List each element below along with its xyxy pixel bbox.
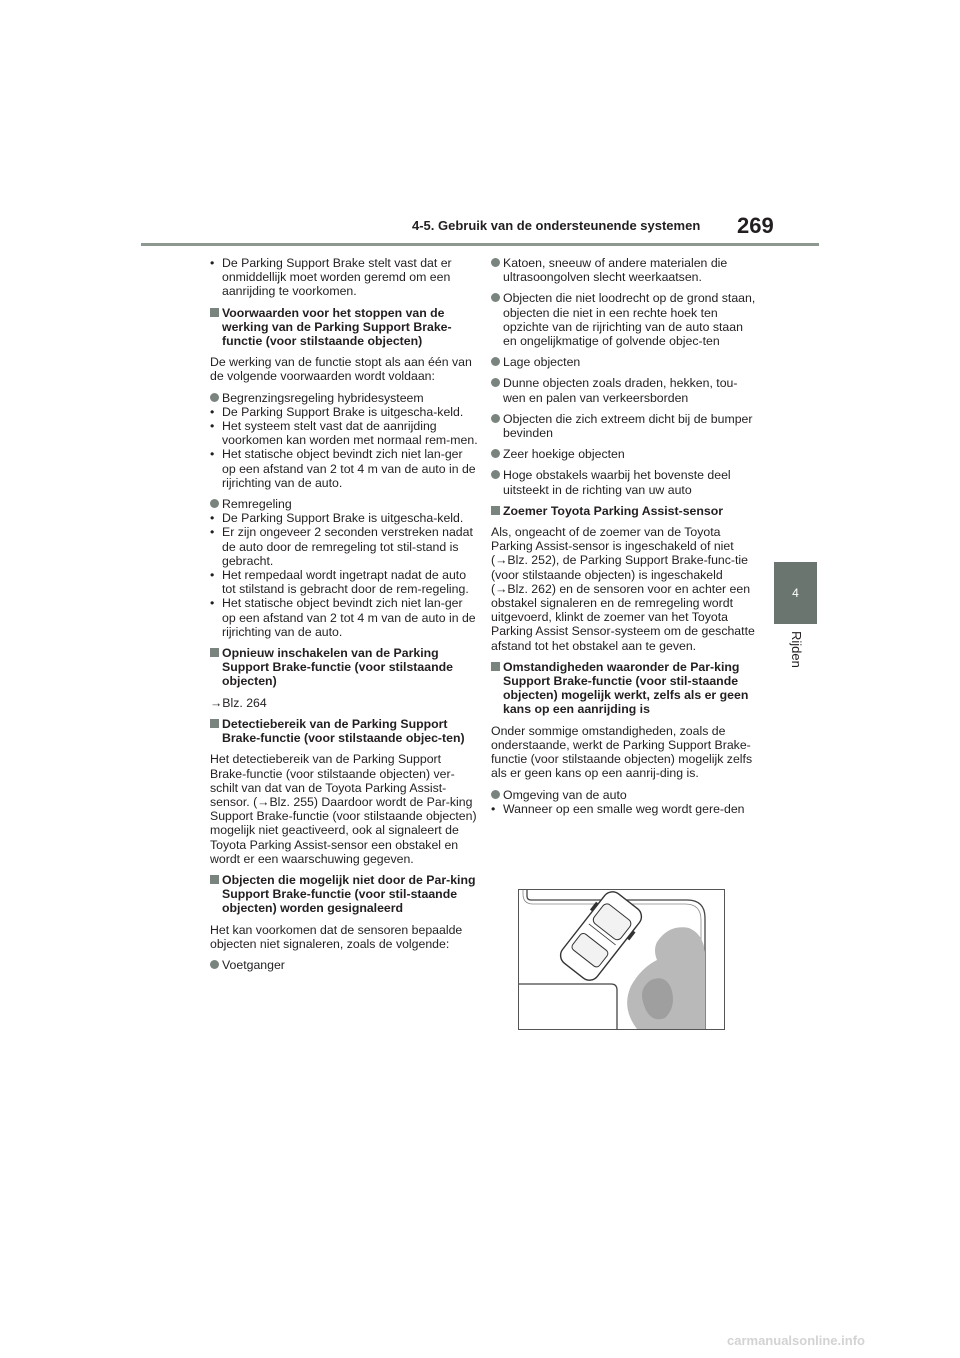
list-item: • Er zijn ongeveer 2 seconden verstreken nadat de auto door de remregeling tot stil-stand is gebracht. bbox=[210, 525, 473, 568]
paragraph-stop-conditions: De werking van de functie stopt als aan één van de volgende voorwaarden wordt voldaan: bbox=[210, 355, 472, 384]
paragraph-detection-range: Het detectiebereik van de Parking Support Brake-functie (voor stilstaande objecten) ver-schilt van dat van de Toyota Parking Assist-sensor. (→Blz. 255) Daardoor wordt de Par-king Support Brake-functie (voor stilstaande objecten) mogelijk niet geactiveerd, ook al signaleert de Toyota Parking Assist-sensor een obstakel en wordt er een waarschuwing gegeven. bbox=[210, 752, 477, 866]
circle-bullet-icon bbox=[210, 393, 219, 402]
circle-item: Hoge obstakels waarbij het bovenste deel uitsteekt in de richting van uw auto bbox=[491, 468, 759, 496]
narrow-road-drawing bbox=[519, 890, 724, 1029]
circle-item: Voetganger bbox=[210, 958, 478, 972]
square-bullet-icon bbox=[210, 648, 219, 657]
intro-bullet: • De Parking Support Brake stelt vast dat er onmiddellijk moet worden geremd om een aanrijding te voorkomen. bbox=[210, 256, 452, 299]
circle-bullet-icon bbox=[491, 378, 500, 387]
group-brake-control bbox=[210, 497, 478, 639]
circle-bullet-icon bbox=[491, 790, 500, 799]
circle-bullet-icon bbox=[210, 960, 219, 969]
square-bullet-icon bbox=[210, 875, 219, 884]
circle-bullet-icon bbox=[491, 449, 500, 458]
heading-undetected-objects: Objecten die mogelijk niet door de Par-king Support Brake-functie (voor stil-staande objecten) worden gesignaleerd bbox=[210, 873, 478, 916]
paragraph-buzzer: Als, ongeacht of de zoemer van de Toyota Parking Assist-sensor is ingeschakeld of niet (→Blz. 252), de Parking Support Brake-func-tie (voor stilstaande objecten) is ingeschakeld (→Blz. 262) en de sensoren voor en achter een obstakel signaleren en de remregeling wordt uitgevoerd, klinkt de zoemer van het Toyota Parking Assist Sensor-systeem om de geschatte afstand tot het obstakel aan te geven. bbox=[491, 525, 755, 653]
circle-bullet-icon bbox=[491, 258, 500, 267]
circle-bullet-icon bbox=[210, 499, 219, 508]
list-item: • Het rempedaal wordt ingetrapt nadat de auto tot stilstand is gebracht door de rem-regeling. bbox=[210, 568, 469, 597]
circle-item: Objecten die zich extreem dicht bij de bumper bevinden bbox=[491, 412, 759, 440]
reference-link[interactable]: →Blz. 264 bbox=[210, 695, 267, 710]
paragraph-false-activation: Onder sommige omstandigheden, zoals de onderstaande, werkt de Parking Support Brake-functie (voor stilstaande objecten) mogelijk zelfs als er geen kans op een aanrij-ding is. bbox=[491, 723, 753, 781]
circle-item: Omgeving van de auto bbox=[491, 788, 759, 802]
circle-item: Dunne objecten zoals draden, hekken, tou-wen en palen van verkeersborden bbox=[491, 376, 759, 404]
list-item: • De Parking Support Brake is uitgescha-keld. bbox=[210, 404, 464, 419]
circle-bullet-icon bbox=[491, 414, 500, 423]
group-surroundings bbox=[491, 788, 759, 816]
header-title: 4-5. Gebruik van de ondersteunende systemen bbox=[412, 218, 701, 233]
side-tab: 4 bbox=[774, 562, 817, 624]
circle-item: Begrenzingsregeling hybridesysteem bbox=[210, 391, 478, 405]
side-tab-label: Rijden bbox=[789, 631, 804, 668]
heading-stop-conditions: Voorwaarden voor het stoppen van de werking van de Parking Support Brake-functie (voor stilstaande objecten) bbox=[210, 306, 478, 349]
list-item: • Het systeem stelt vast dat de aanrijding voorkomen kan worden met normaal rem-men. bbox=[210, 419, 478, 448]
circle-item: Katoen, sneeuw of andere materialen die ultrasoongolven slecht weerkaatsen. bbox=[491, 256, 759, 284]
circle-item: Objecten die niet loodrecht op de grond staan, objecten die niet in een rechte hoek ten opzichte van de rijrichting van de auto staan en ongelijkmatige of golvende objec-ten bbox=[491, 291, 759, 348]
group-hybrid-control bbox=[210, 391, 478, 490]
circle-item: Remregeling bbox=[210, 497, 478, 511]
narrow-road-illustration bbox=[518, 889, 725, 1030]
paragraph-undetected-objects: Het kan voorkomen dat de sensoren bepaalde objecten niet signaleren, zoals de volgende: bbox=[210, 922, 463, 951]
square-bullet-icon bbox=[491, 662, 500, 671]
list-item: • Wanneer op een smalle weg wordt gere-den bbox=[491, 801, 745, 816]
heading-detection-range: Detectiebereik van de Parking Support Brake-functie (voor stilstaande objec-ten) bbox=[210, 717, 478, 745]
square-bullet-icon bbox=[210, 308, 219, 317]
list-item: • De Parking Support Brake is uitgescha-keld. bbox=[210, 511, 464, 526]
square-bullet-icon bbox=[210, 719, 219, 728]
list-item: • Het statische object bevindt zich niet lan-ger op een afstand van 2 tot 4 m van de auto in de rijrichting van de auto. bbox=[210, 447, 476, 490]
heading-buzzer: Zoemer Toyota Parking Assist-sensor bbox=[491, 504, 759, 518]
circle-bullet-icon bbox=[491, 470, 500, 479]
page-number: 269 bbox=[737, 213, 774, 238]
right-column bbox=[491, 256, 759, 823]
list-item: • Het statische object bevindt zich niet lan-ger op een afstand van 2 tot 4 m van de auto in de rijrichting van de auto. bbox=[210, 596, 476, 639]
heading-reactivate: Opnieuw inschakelen van de Parking Support Brake-functie (voor stilstaande objecten) bbox=[210, 646, 478, 689]
left-column bbox=[210, 256, 478, 979]
circle-item: Lage objecten bbox=[491, 355, 759, 369]
square-bullet-icon bbox=[491, 506, 500, 515]
circle-bullet-icon bbox=[491, 357, 500, 366]
header-rule bbox=[141, 243, 819, 246]
circle-bullet-icon bbox=[491, 293, 500, 302]
heading-false-activation: Omstandigheden waaronder de Par-king Support Brake-functie (voor stil-staande objecten) mogelijk werkt, zelfs als er geen kans op een aanrijding is bbox=[491, 660, 759, 717]
circle-item: Zeer hoekige objecten bbox=[491, 447, 759, 461]
footer-url: carmanualsonline.info bbox=[727, 1333, 865, 1348]
